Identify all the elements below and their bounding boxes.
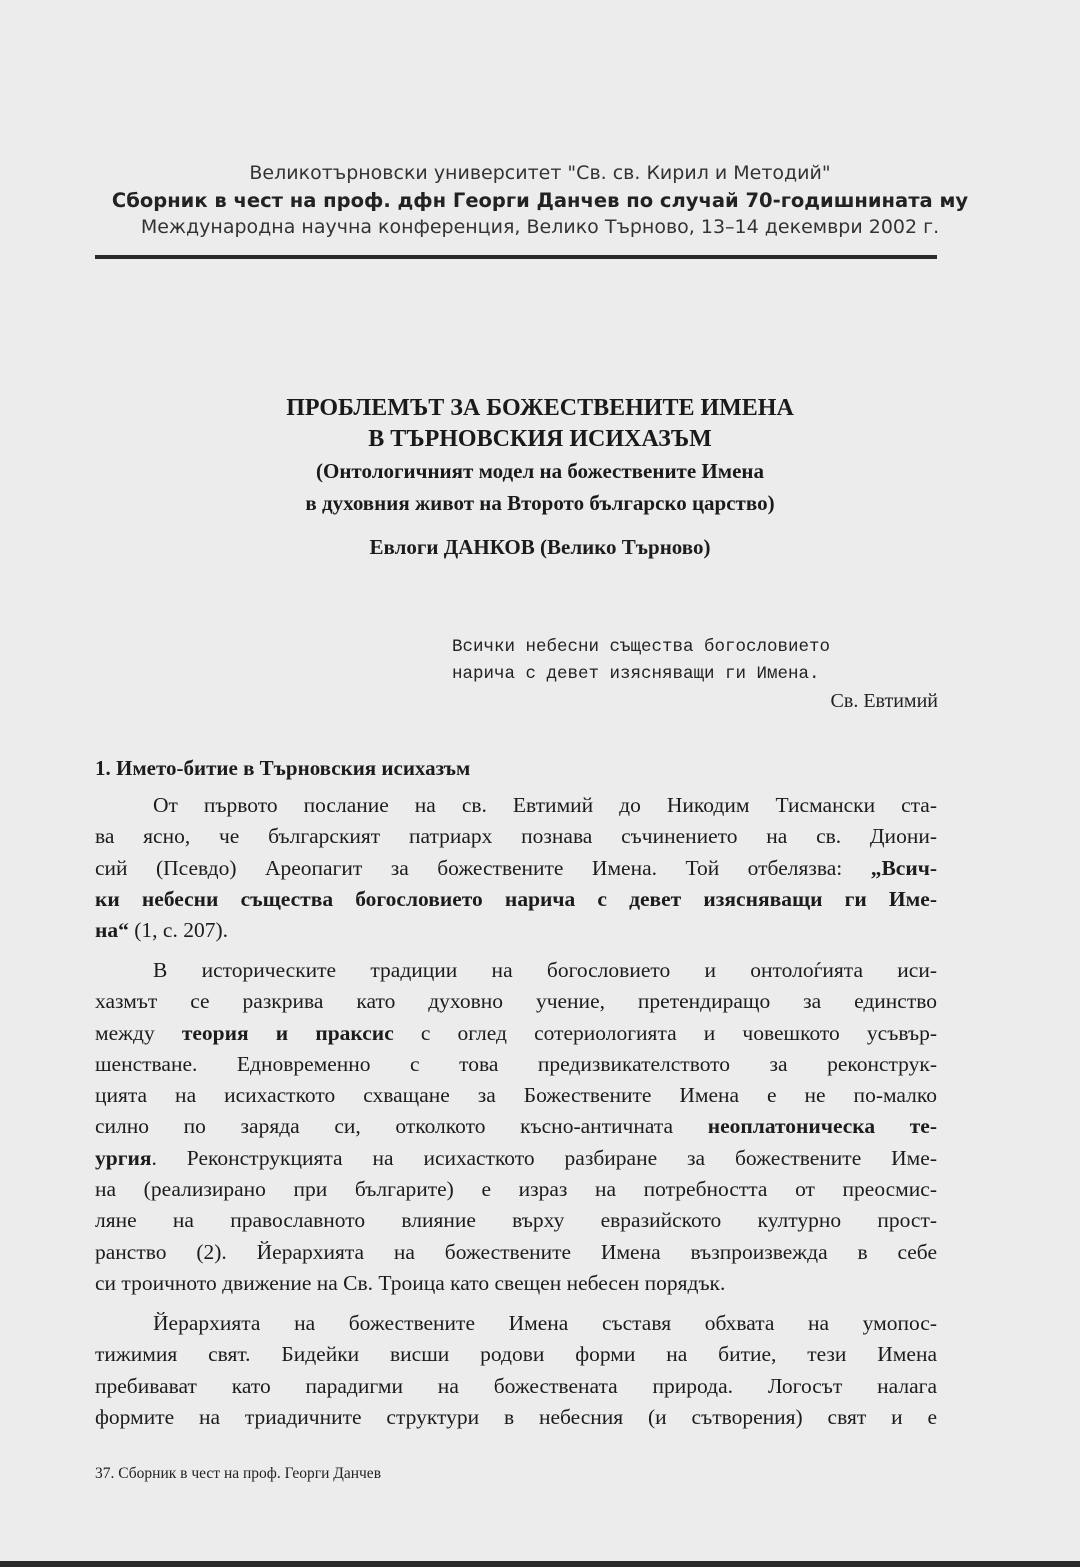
text-line: на (реализирано при българите) е израз на потребността от преосмис- <box>95 1177 937 1202</box>
text-line <box>95 884 937 915</box>
text-fragment: силно по заряда си, отколкото късно-античната <box>95 1114 708 1139</box>
epigraph <box>452 634 938 715</box>
text-fragment: . Реконструкцията на исихасткото разбиране за божествените Име- <box>151 1145 937 1170</box>
emphasis: ургия <box>95 1145 152 1170</box>
text-line: ляне на православното влияние върху евразийското културно прост- <box>95 1208 937 1233</box>
text-line: пребивават като парадигми на божествената природа. Логосът налага <box>95 1373 937 1398</box>
quote-fragment: на“ <box>95 918 129 943</box>
text-line: формите на триадичните структури в небесния (и сътворения) свят и е <box>95 1404 937 1429</box>
text-line <box>95 853 937 884</box>
text-line: Йерархията на божествените Имена съставя обхвата на умопос- <box>153 1311 937 1335</box>
text-line: хазмът се разкрива като духовно учение, претендиращо за единство <box>95 989 937 1014</box>
university-line: Великотърновски университет "Св. св. Кирил и Методий" <box>249 162 831 184</box>
paragraph-1 <box>95 790 937 946</box>
text-line: ранство (2). Йерархията на божествените Имена възпроизвежда в себе <box>95 1239 937 1264</box>
subtitle-line-1: (Онтологичният модел на божествените Имена <box>316 459 764 483</box>
text-line <box>95 915 937 946</box>
epigraph-line-1: Всички небесни същества богословието <box>452 637 831 657</box>
quote-fragment: ки небесни същества богословието нарича с девет изясняващи ги Име- <box>95 886 937 911</box>
scan-bottom-edge <box>0 1561 1080 1567</box>
epigraph-attribution: Св. Евтимий <box>830 690 938 712</box>
section-heading: 1. Името-битие в Търновския исихазъм <box>95 756 471 780</box>
publication-header <box>90 160 990 241</box>
text-line: ва ясно, че българският патриарх познава съчинението на св. Диони- <box>95 824 937 849</box>
text-fragment: между <box>95 1020 182 1045</box>
text-line: От първото послание на св. Евтимий до Никодим Тисмански ста- <box>153 793 937 817</box>
text-line <box>95 1111 937 1142</box>
quote-fragment: „Всич- <box>870 855 937 880</box>
collection-line: Сборник в чест на проф. дфн Георги Данчев по случай 70-годишнината му <box>111 189 969 212</box>
subtitle-line-2: в духовния живот на Второто българско царство) <box>305 491 775 515</box>
text-fragment: сий (Псевдо) Ареопагит за божествените Имена. Той отбелязва: <box>95 855 871 880</box>
text-line: цията на исихасткото схващане за Божествените Имена е не по-малко <box>95 1083 937 1108</box>
epigraph-line-2: нарича с девет изясняващи ги Имена. <box>452 664 820 684</box>
emphasis: теория и праксис <box>181 1020 394 1045</box>
header-rule <box>95 255 937 259</box>
text-line: В историческите традиции на богословието и онтолоѓията иси- <box>153 958 937 982</box>
citation: (1, с. 207). <box>128 918 229 943</box>
text-line: тижимия свят. Бидейки висши родови форми на битие, тези Имена <box>95 1342 937 1367</box>
author-line: Евлоги ДАНКОВ (Велико Търново) <box>369 535 711 559</box>
page-footer: 37. Сборник в чест на проф. Георги Данчев <box>95 1465 382 1482</box>
paragraph-2 <box>95 955 937 1299</box>
conference-line: Международна научна конференция, Велико Търново, 13–14 декември 2002 г. <box>140 216 940 238</box>
paragraph-3 <box>95 1308 937 1433</box>
text-fragment: с оглед сотериологията и човешкото усъвър- <box>393 1020 937 1045</box>
text-line: шенстване. Едновременно с това предизвикателството за реконструк- <box>95 1051 937 1076</box>
article-title <box>90 393 990 519</box>
text-line: си троичното движение на Св. Троица като свещен небесен порядък. <box>95 1270 726 1295</box>
title-line-1: ПРОБЛЕМЪТ ЗА БОЖЕСТВЕНИТЕ ИМЕНА <box>286 395 794 421</box>
text-line <box>95 1143 937 1174</box>
title-line-2: В ТЪРНОВСКИЯ ИСИХАЗЪМ <box>368 426 712 452</box>
emphasis: неоплатоническа те- <box>707 1114 937 1139</box>
text-line <box>95 1018 937 1049</box>
